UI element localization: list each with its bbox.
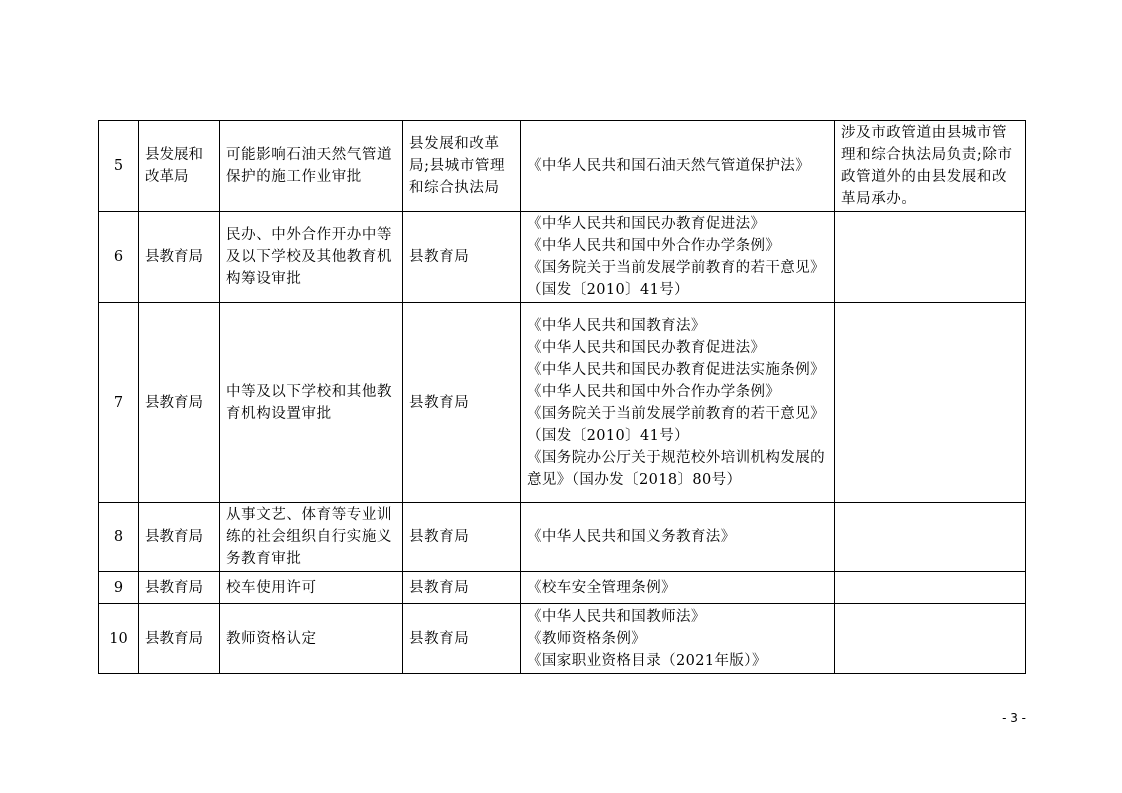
row-number: 7: [99, 303, 139, 503]
legal-basis-line: 《中华人民共和国中外合作办学条例》: [527, 383, 781, 400]
note-cell: [835, 604, 1026, 674]
item-name-cell: 校车使用许可: [220, 572, 403, 604]
legal-basis-cell: [521, 303, 835, 503]
note-cell: [835, 572, 1026, 604]
legal-basis-line: 《国务院关于当前发展学前教育的若干意见》（国发〔2010〕41号）: [527, 260, 825, 298]
row-number: 9: [99, 572, 139, 604]
department-cell: 县教育局: [139, 604, 220, 674]
note-cell: 涉及市政管道由县城市管理和综合执法局负责;除市政管道外的由县发展和改革局承办。: [835, 121, 1026, 212]
implementer-cell: 县教育局: [403, 212, 521, 303]
approval-items-table: [98, 120, 1026, 674]
department-cell: 县教育局: [139, 503, 220, 572]
legal-basis-line: 《国家职业资格目录（2021年版）》: [527, 652, 767, 669]
implementer-cell: 县教育局: [403, 604, 521, 674]
table-row: [99, 572, 1026, 604]
legal-basis-cell: [521, 503, 835, 572]
table-row: [99, 503, 1026, 572]
legal-basis-line: 《校车安全管理条例》: [527, 579, 676, 596]
legal-basis-line: 《中华人民共和国教育法》: [527, 317, 706, 334]
table-row: [99, 212, 1026, 303]
legal-basis-line: 《中华人民共和国中外合作办学条例》: [527, 238, 781, 254]
implementer-cell: 县教育局: [403, 572, 521, 604]
item-name-cell: 可能影响石油天然气管道保护的施工作业审批: [220, 121, 403, 212]
implementer-cell: 县教育局: [403, 503, 521, 572]
implementer-cell: 县发展和改革局;县城市管理和综合执法局: [403, 121, 521, 212]
note-cell: [835, 303, 1026, 503]
legal-basis-line: 《国务院关于当前发展学前教育的若干意见》（国发〔2010〕41号）: [527, 405, 825, 444]
page-number: - 3 -: [1002, 711, 1026, 725]
legal-basis-line: 《教师资格条例》: [527, 630, 647, 647]
department-cell: 县发展和改革局: [139, 121, 220, 212]
legal-basis-line: 《中华人民共和国石油天然气管道保护法》: [527, 158, 811, 174]
row-number: 10: [99, 604, 139, 674]
legal-basis-line: 《国务院办公厅关于规范校外培训机构发展的意见》（国办发〔2018〕80号）: [527, 449, 825, 488]
legal-basis-cell: [521, 121, 835, 212]
legal-basis-cell: [521, 212, 835, 303]
department-cell: 县教育局: [139, 303, 220, 503]
row-number: 8: [99, 503, 139, 572]
table-row: [99, 303, 1026, 503]
table-row: [99, 121, 1026, 212]
legal-basis-line: 《中华人民共和国教师法》: [527, 608, 706, 625]
item-name-cell: 中等及以下学校和其他教育机构设置审批: [220, 303, 403, 503]
legal-basis-cell: [521, 572, 835, 604]
department-cell: 县教育局: [139, 212, 220, 303]
implementer-cell: 县教育局: [403, 303, 521, 503]
note-cell: [835, 212, 1026, 303]
department-cell: 县教育局: [139, 572, 220, 604]
note-cell: [835, 503, 1026, 572]
legal-basis-line: 《中华人民共和国义务教育法》: [527, 529, 736, 545]
row-number: 6: [99, 212, 139, 303]
legal-basis-line: 《中华人民共和国民办教育促进法实施条例》: [527, 361, 825, 378]
item-name-cell: 从事文艺、体育等专业训练的社会组织自行实施义务教育审批: [220, 503, 403, 572]
table-row: [99, 604, 1026, 674]
row-number: 5: [99, 121, 139, 212]
legal-basis-cell: [521, 604, 835, 674]
item-name-cell: 民办、中外合作开办中等及以下学校及其他教育机构筹设审批: [220, 212, 403, 303]
legal-basis-line: 《中华人民共和国民办教育促进法》: [527, 339, 766, 356]
legal-basis-line: 《中华人民共和国民办教育促进法》: [527, 216, 766, 232]
item-name-cell: 教师资格认定: [220, 604, 403, 674]
